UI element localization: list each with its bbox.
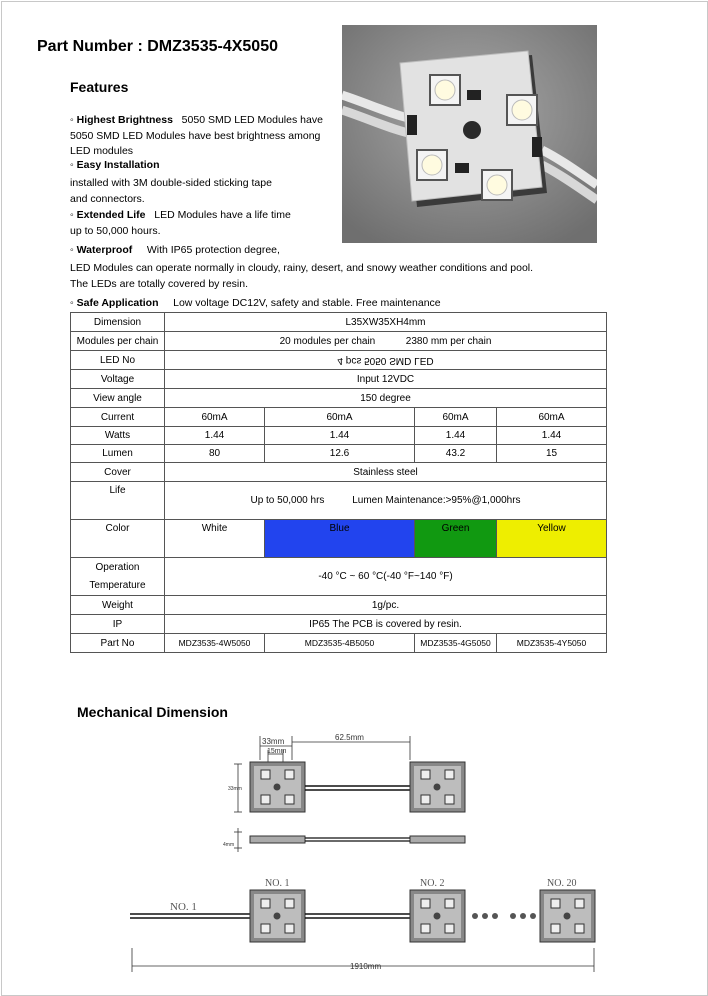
dim-33mm-vertical: 33mm xyxy=(228,786,242,792)
table-row xyxy=(71,596,607,615)
label-no20: NO. 20 xyxy=(547,878,577,889)
table-row xyxy=(71,408,607,427)
row-label: LED No xyxy=(71,351,165,370)
table-row xyxy=(71,332,607,351)
mechanical-drawing xyxy=(120,728,610,978)
table-row xyxy=(71,427,607,445)
row-label-temperature xyxy=(71,558,165,596)
table-row xyxy=(71,634,607,653)
led-chip-icon xyxy=(417,150,447,180)
temperature-value: -40 °C ~ 60 °C(-40 °F~140 °F) xyxy=(165,558,607,596)
feature-text: The LEDs are totally covered by resin. xyxy=(70,278,248,290)
spec-table xyxy=(70,312,607,653)
feature-label: ◦ Safe Application xyxy=(70,297,159,309)
watts-cell: 1.44 xyxy=(265,427,415,445)
lumen-cell: 43.2 xyxy=(415,445,497,463)
color-swatch-white: White xyxy=(165,520,265,558)
part-no-cell: MDZ3535-4G5050 xyxy=(415,634,497,653)
table-row xyxy=(71,520,607,558)
part-number-title: Part Number : DMZ3535-4X5050 xyxy=(37,38,278,55)
led-no-text: 4 pcs 5050 SMD LED xyxy=(337,354,434,366)
color-swatch-yellow: Yellow xyxy=(497,520,607,558)
dim-4mm: 4mm xyxy=(223,842,235,848)
row-label: Color xyxy=(71,520,165,558)
table-row xyxy=(71,313,607,332)
chain-module-20 xyxy=(540,890,595,942)
row-label: Life xyxy=(71,482,165,520)
watts-cell: 1.44 xyxy=(415,427,497,445)
row-label: Voltage xyxy=(71,370,165,389)
dim-total-length: 1910mm xyxy=(350,962,382,971)
feature-text: 5050 SMD LED Modules have best brightness among xyxy=(70,130,321,142)
feature-label: ◦ Easy Installation xyxy=(70,159,160,171)
dim-33mm: 33mm xyxy=(262,737,285,746)
voltage-value: Input 12VDC xyxy=(165,370,607,389)
current-cell: 60mA xyxy=(415,408,497,427)
watts-cell: 1.44 xyxy=(497,427,607,445)
row-label: Current xyxy=(71,408,165,427)
watts-cell: 1.44 xyxy=(165,427,265,445)
feature-text: up to 50,000 hours. xyxy=(70,225,161,237)
feature-text: installed with 3M double-sided sticking tape xyxy=(70,177,272,189)
lumen-cell: 12.6 xyxy=(265,445,415,463)
feature-text: and connectors. xyxy=(70,193,145,205)
row-label: Operation xyxy=(95,561,140,573)
feature-safe-application xyxy=(70,297,441,309)
ellipsis-dots-icon xyxy=(472,913,536,919)
chain-module-1 xyxy=(250,890,305,942)
product-photo xyxy=(342,25,597,243)
life-hours: Up to 50,000 hrs xyxy=(250,495,325,506)
life-value xyxy=(165,482,607,520)
weight-value: 1g/pc. xyxy=(165,596,607,615)
row-label: Dimension xyxy=(71,313,165,332)
modules-per-chain-value xyxy=(165,332,607,351)
dim-15mm: 15mm xyxy=(267,748,287,755)
table-row xyxy=(71,389,607,408)
row-label: Part No xyxy=(71,634,165,653)
feature-text: LED Modules have a life time xyxy=(154,209,291,221)
label-no1-lead: NO. 1 xyxy=(170,901,197,913)
row-label: Watts xyxy=(71,427,165,445)
view-angle-value: 150 degree xyxy=(165,389,607,408)
table-row xyxy=(71,463,607,482)
chain-module-2 xyxy=(410,890,465,942)
feature-text: 5050 SMD LED Modules have xyxy=(181,114,323,126)
table-row xyxy=(71,615,607,634)
feature-text: LED Modules can operate normally in cloudy, rainy, desert, and snowy weather conditions and pool. xyxy=(70,262,534,274)
color-swatch-blue: Blue xyxy=(265,520,415,558)
module-top-view xyxy=(410,762,465,812)
feature-label: ◦ Highest Brightness xyxy=(70,114,173,126)
lumen-cell: 80 xyxy=(165,445,265,463)
part-no-cell: MDZ3535-4W5050 xyxy=(165,634,265,653)
row-label: View angle xyxy=(71,389,165,408)
row-label: Modules per chain xyxy=(71,332,165,351)
led-module-illustration xyxy=(342,25,597,243)
current-cell: 60mA xyxy=(165,408,265,427)
chain-length: 2380 mm per chain xyxy=(405,335,492,347)
feature-label: ◦ Extended Life xyxy=(70,209,146,221)
part-no-cell: MDZ3535-4B5050 xyxy=(265,634,415,653)
mechanical-heading: Mechanical Dimension xyxy=(77,704,228,720)
label-no1: NO. 1 xyxy=(265,878,290,889)
led-no-value xyxy=(165,351,607,370)
row-label: Weight xyxy=(71,596,165,615)
label-no2: NO. 2 xyxy=(420,878,445,889)
row-label: Lumen xyxy=(71,445,165,463)
feature-label: ◦ Waterproof xyxy=(70,244,133,256)
table-row xyxy=(71,558,607,596)
table-row xyxy=(71,445,607,463)
table-row xyxy=(71,370,607,389)
dimension-value: L35XW35XH4mm xyxy=(165,313,607,332)
feature-text: Low voltage DC12V, safety and stable. Free maintenance xyxy=(173,297,441,309)
current-cell: 60mA xyxy=(265,408,415,427)
module-side-view xyxy=(250,836,305,843)
cover-value: Stainless steel xyxy=(165,463,607,482)
led-chip-icon xyxy=(482,170,512,200)
features-heading: Features xyxy=(70,79,129,95)
row-label: Cover xyxy=(71,463,165,482)
led-chip-icon xyxy=(507,95,537,125)
module-top-view xyxy=(250,762,305,812)
part-no-cell: MDZ3535-4Y5050 xyxy=(497,634,607,653)
dim-62mm: 62.5mm xyxy=(335,733,364,742)
module-side-view xyxy=(410,836,465,843)
feature-text: With IP65 protection degree, xyxy=(146,244,280,256)
table-row xyxy=(71,351,607,370)
feature-text: LED modules xyxy=(70,145,134,157)
row-label: Temperature xyxy=(89,579,146,591)
table-row xyxy=(71,482,607,520)
feature-extended-life xyxy=(70,209,291,221)
row-label: IP xyxy=(71,615,165,634)
modules-count: 20 modules per chain xyxy=(279,335,376,347)
color-swatch-green: Green xyxy=(415,520,497,558)
lumen-cell: 15 xyxy=(497,445,607,463)
ip-value: IP65 The PCB is covered by resin. xyxy=(165,615,607,634)
lumen-maintenance: Lumen Maintenance:>95%@1,000hrs xyxy=(352,495,521,506)
current-cell: 60mA xyxy=(497,408,607,427)
feature-waterproof xyxy=(70,244,280,256)
led-chip-icon xyxy=(430,75,460,105)
feature-highest-brightness xyxy=(70,114,323,126)
